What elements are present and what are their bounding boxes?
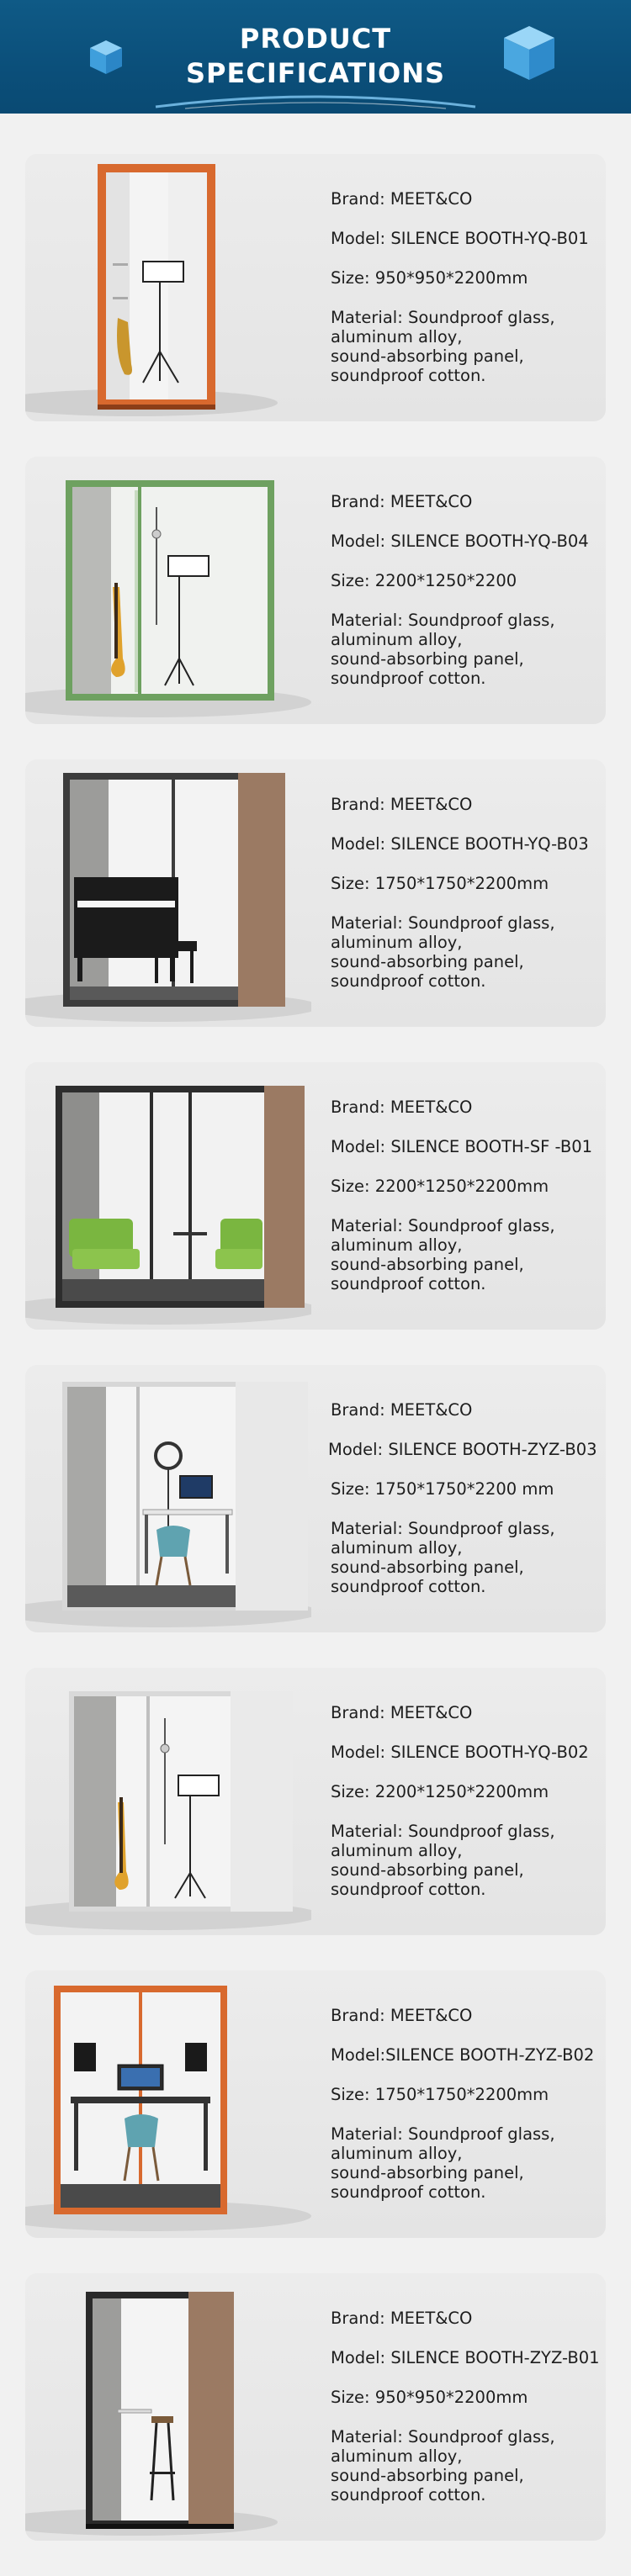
booth-image <box>25 759 311 1027</box>
spec-list <box>331 2309 600 2505</box>
product-card <box>25 1668 606 1935</box>
spec-material <box>331 2427 600 2505</box>
spec-list <box>331 1703 600 1899</box>
title-underline-arc <box>151 88 480 114</box>
spec-brand: Brand: MEET&CO <box>331 189 473 209</box>
spec-material <box>331 1216 600 1293</box>
spec-material-line: aluminum alloy, <box>331 2446 463 2466</box>
booth-image <box>25 2273 311 2541</box>
spec-brand: Brand: MEET&CO <box>331 1098 473 1117</box>
spec-material-line: sound-absorbing panel, <box>331 1255 524 1274</box>
product-card <box>25 154 606 421</box>
product-card <box>25 2273 606 2541</box>
spec-material-line: sound-absorbing panel, <box>331 952 524 971</box>
spec-material-line: aluminum alloy, <box>331 933 463 952</box>
spec-model: Model:SILENCE BOOTH-ZYZ-B02 <box>331 2045 595 2065</box>
spec-material-line: aluminum alloy, <box>331 1235 463 1255</box>
spec-material-line: soundproof cotton. <box>331 669 486 688</box>
spec-material <box>331 308 600 385</box>
spec-material-line: soundproof cotton. <box>331 2182 486 2202</box>
booth-image <box>25 154 311 421</box>
booth-image <box>25 457 311 724</box>
spec-material-line: soundproof cotton. <box>331 1577 486 1596</box>
cube-icon <box>501 24 557 82</box>
spec-material-line: Material: Soundproof glass, <box>331 1519 555 1538</box>
spec-material-line: Material: Soundproof glass, <box>331 1216 555 1235</box>
booth-image <box>25 1365 311 1632</box>
spec-brand: Brand: MEET&CO <box>331 492 473 511</box>
spec-size: Size: 2200*1250*2200mm <box>331 1177 549 1196</box>
product-card <box>25 1365 606 1632</box>
spec-list <box>331 795 600 991</box>
product-card <box>25 759 606 1027</box>
spec-material <box>331 1519 600 1596</box>
spec-material-line: soundproof cotton. <box>331 1880 486 1899</box>
spec-size: Size: 950*950*2200mm <box>331 268 528 288</box>
spec-material-line: Material: Soundproof glass, <box>331 2124 555 2144</box>
spec-material-line: aluminum alloy, <box>331 1538 463 1558</box>
spec-material-line: sound-absorbing panel, <box>331 2163 524 2182</box>
spec-material-line: sound-absorbing panel, <box>331 1558 524 1577</box>
spec-list <box>331 2006 600 2202</box>
spec-brand: Brand: MEET&CO <box>331 795 473 814</box>
spec-list <box>331 1098 600 1293</box>
spec-list <box>331 189 600 385</box>
spec-brand: Brand: MEET&CO <box>331 1400 473 1420</box>
product-card <box>25 1062 606 1330</box>
spec-material-line: Material: Soundproof glass, <box>331 2427 555 2446</box>
spec-model: Model: SILENCE BOOTH-YQ-B04 <box>331 532 589 551</box>
spec-material-line: Material: Soundproof glass, <box>331 308 555 327</box>
spec-model: Model: SILENCE BOOTH-YQ-B02 <box>331 1743 589 1762</box>
spec-material-line: Material: Soundproof glass, <box>331 611 555 630</box>
spec-material-line: Material: Soundproof glass, <box>331 1822 555 1841</box>
spec-material-line: aluminum alloy, <box>331 630 463 649</box>
spec-size: Size: 2200*1250*2200mm <box>331 1782 549 1801</box>
product-card <box>25 457 606 724</box>
spec-brand: Brand: MEET&CO <box>331 1703 473 1722</box>
spec-material-line: Material: Soundproof glass, <box>331 913 555 933</box>
spec-list <box>331 492 600 688</box>
spec-material-line: sound-absorbing panel, <box>331 649 524 669</box>
spec-material <box>331 2124 600 2202</box>
spec-model: Model: SILENCE BOOTH-ZYZ-B03 <box>328 1440 597 1459</box>
spec-material-line: soundproof cotton. <box>331 2485 486 2505</box>
page-title-line2: SPECIFICATIONS <box>185 57 446 89</box>
spec-brand: Brand: MEET&CO <box>331 2309 473 2328</box>
spec-size: Size: 1750*1750*2200mm <box>331 2085 549 2104</box>
spec-size: Size: 2200*1250*2200 <box>331 571 517 590</box>
spec-size: Size: 1750*1750*2200 mm <box>331 1479 554 1499</box>
spec-material-line: aluminum alloy, <box>331 2144 463 2163</box>
spec-model: Model: SILENCE BOOTH-YQ-B03 <box>331 834 589 854</box>
spec-material-line: soundproof cotton. <box>331 971 486 991</box>
spec-size: Size: 950*950*2200mm <box>331 2388 528 2407</box>
spec-model: Model: SILENCE BOOTH-SF -B01 <box>331 1137 593 1156</box>
booth-image <box>25 1062 311 1330</box>
booth-image <box>25 1668 311 1935</box>
spec-material-line: sound-absorbing panel, <box>331 346 524 366</box>
spec-material <box>331 1822 600 1899</box>
page-title-line1: PRODUCT <box>239 23 392 55</box>
page-header <box>0 0 631 114</box>
booth-image <box>25 1970 311 2238</box>
spec-list <box>328 1400 600 1596</box>
spec-brand: Brand: MEET&CO <box>331 2006 473 2025</box>
spec-material-line: soundproof cotton. <box>331 1274 486 1293</box>
spec-material-line: sound-absorbing panel, <box>331 1860 524 1880</box>
spec-material <box>331 913 600 991</box>
spec-model: Model: SILENCE BOOTH-YQ-B01 <box>331 229 589 248</box>
spec-size: Size: 1750*1750*2200mm <box>331 874 549 893</box>
spec-material-line: aluminum alloy, <box>331 327 463 346</box>
spec-material-line: soundproof cotton. <box>331 366 486 385</box>
spec-material-line: aluminum alloy, <box>331 1841 463 1860</box>
product-card <box>25 1970 606 2238</box>
spec-material <box>331 611 600 688</box>
spec-model: Model: SILENCE BOOTH-ZYZ-B01 <box>331 2348 600 2367</box>
spec-material-line: sound-absorbing panel, <box>331 2466 524 2485</box>
